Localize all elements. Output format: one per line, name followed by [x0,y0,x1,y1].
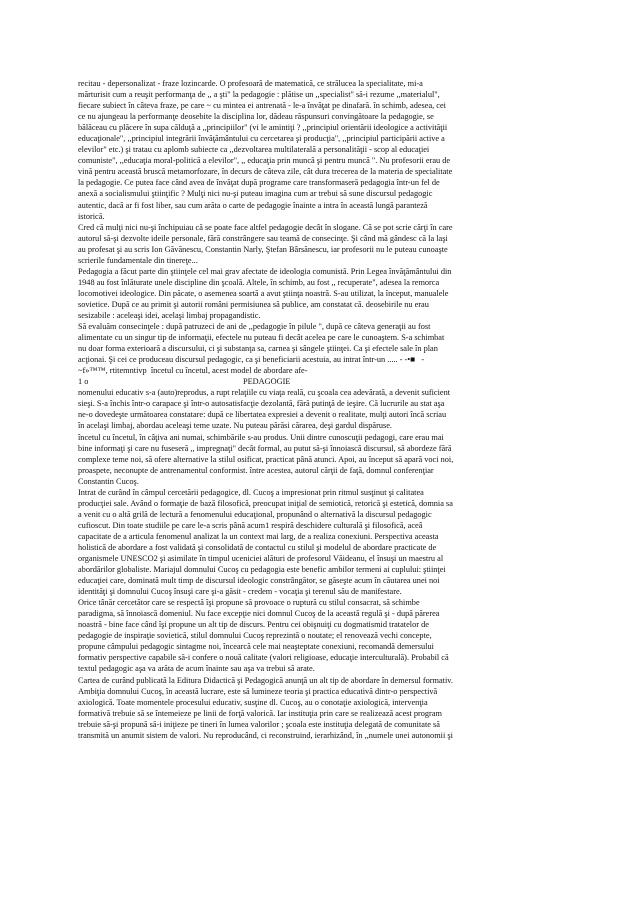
text-line: educaţionale", ,,principiul integrării învăţământului cu cercetarea şi producţia", ,,principiul participării active a [78,134,445,144]
text-line: vină pentru această bruscă metamorfozare, în decurs de câteva zile, cât dura trecerea de la materia de specialitate [78,167,453,177]
text-line: trebuie să-şi propună să-i iniţieze pe tineri în lumea valorilor ; şcoala este instituţia delegată de comunitate să [78,719,440,729]
text-line: elevilor" etc.) şi tratau cu aplomb subiecte ca ,,dezvoltarea multilaterală a personalităţii - scop al educaţiei [78,145,430,155]
text-line: comuniste", ,,educaţia moral-politică a elevilor", ,, educaţia prin muncă şi pentru muncă ". Nu profesorii erau de [78,156,451,166]
text-line: la pedagogie. Ce putea face când avea de învăţat după programe care transformaseră pedagogia într-un fel de [78,178,440,188]
text-line: axiologică. Toate momentele procesului educativ, susţine dl. Cucoş, au o conotaţie axiologică, intervenţia [78,697,428,707]
text-line: anexă a socialismului ştiinţific ? Mulţi nici nu-şi puteau imagina cum ar trebui să sune discursul pedagogic [78,189,433,199]
text-line: cufioscut. Din toate studiile pe care le-a scris până acum1 respiră deschidere culturală şi filosofică, aceâ [78,520,423,530]
text-line: autorul să-şi dezvolte ideile personale, fără constrângere sau teamă de consecinţe. Şi când mă gândesc că la laşi [78,233,448,243]
text-line: Pedagogia a făcut parte din ştiinţele cel mai grav afectate de ideologia comunistă. Prin Legea învăţământului din [78,266,452,276]
text-line: Intrat de curând în câmpul cercetării pedagogice, dl. Cucoş a impresionat prin ritmul susţinut şi calitatea [78,487,424,497]
text-line: transmită un anumit sistem de valori. Nu reproducând, ci reconstruind, ierarhizând, în ,,numele unei autonomii şi [78,730,453,740]
text-line: capacitate de a articula fenomenul analizat la un context mai larg, de a realiza conexiuni. Perspectiva aceasta [78,531,439,541]
text-line: au profesat şi au scris Ion Găvănescu, Constantin Narly, Ştefan Bârsănescu, iar profesorii nu le puteau cunoaşte [78,244,448,254]
text-line: sesizabile : aceleaşi idei, acelaşi limbaj propagandistic. [78,310,261,320]
text-line: Să evaluăm consecinţele : după patruzeci de ani de ,,pedagogie în pilule ", după ce câteva generaţii au fost [78,322,431,332]
text-line: pedagogie de inspiraţie sovietică, stilul domnului Cucoş reprezintă o noutate; el renovează vechi concepte, [78,631,432,641]
text-line: formativă trebuie să se întemeieze pe linii de forţă valorică. Iar instituţia prin care se realizează acest program [78,708,442,718]
text-line: identităţi şi domnului Cucoş însuşi care şi-a găsit - credem - vocaţia şi terenul său de manifestare. [78,587,402,597]
text-line: scrierile fundamentale din tinereţe... [78,255,198,265]
text-line: bine informaţi şi care nu fuseseră ,, impregnaţi" decât formal, au putut să-şi înnoiască discursul, să abordeze fără [78,443,452,453]
text-line: Cred că mulţi nici nu-şi închipuiau că se poate face altfel pedagogie decât în slogane. Că se pot scrie cărţi în care [78,222,453,232]
text-line: organismele UNESCO2 şi asimilate în timpul uceniciei alături de profesorul Văideanu, el însuşi un maestru al [78,554,444,564]
text-line: Cartea de curând publicată la Editura Didactică şi Pedagogică anunţă un alt tip de abordare în demersul formativ. [78,675,453,685]
text-block-bottom [78,387,570,741]
text-line: sovietice. După ce au primit şi autorii români permisiunea să publice, am constatat că. deosebirile nu erau [78,299,429,309]
text-line: 1948 au fost înlăturate unele discipline din şcoală. Altele, în schimb, au fost ,, recuperate", adesea la remorca [78,277,440,287]
text-line: mărturisit cum a reuşit performanţa de ,, a şti" la pedagogie : plătise un ,,specialist" să-i rezume ,,materialul", [78,90,440,100]
document-page [78,78,570,741]
text-line: încetul cu încetul, în câţiva ani numai, schimbările s-au produs. Unii dintre cunoscuţii pedagogi, care erau mai [78,432,444,442]
text-line: alimentate cu un singur tip de informaţii, efectele nu puteau fi decât acelea pe care le cunoaştem. S-a schimbat [78,333,445,343]
text-line: educaţiei care, dominată mult timp de discursul ideologic constrângător, se găseşte acum în căutarea unei noi [78,576,440,586]
text-line: acţionai. Şi cei ce produceau discursul pedagogic, ca şi beneficiarii acestuia, au intrat într-un ..... - -•■ - [78,355,425,365]
text-line: ce nu ajungeau la performanţe deosebite la disciplina lor, dădeau răspunsuri convingătoare la pedagogie, se [78,112,434,122]
page-number: 1 o [78,377,89,387]
text-line: istorică. [78,211,105,221]
text-block-top [78,78,570,376]
text-line: în acelaşi limbaj, abordau aceleaşi teme uzate. Nu puteau părăsi cărarea, deşi gardul dispăruse. [78,421,392,431]
text-line: textul pedagogic aşa va arăta de acum înainte sau aşa va trebui să arate. [78,664,315,674]
text-line: nomenului educativ s-a (auto)reprodus, a rupt relaţiile cu viaţa reală, cu şcoala cea adevărată, a devenit suficient [78,388,451,398]
text-line: abordărilor globaliste. Mariajul domnului Cucoş cu pedagogia este benefic ambilor termeni ai cuplului: ştiinţei [78,565,446,575]
text-line: fiecare subiect în câteva fraze, pe care ~ cu mintea ei antrenată - le-a învăţat pe dinafară. în schimb, adesea, cei [78,101,446,111]
text-line: producţiei sale. Având o formaţie de bază filosofică, preocupat iniţial de semiotică, retorică şi estetică, domnia sa [78,498,453,508]
text-line: ne-o dovedeşte următoarea constatare: după ce libertatea expresiei a devenit o realitate, mulţi autori încă scriau [78,410,447,420]
text-line: formativ perspective capabile să-i confere o nouă calitate (valori religioase, educaţie interculturală). Probabil că [78,653,449,663]
text-line: Ambiţia domnului Cucoş, în această lucrare, este să lumineze teoria şi practica educativă dintr-o perspectivă [78,686,438,696]
text-line: complexe teme noi, să ofere alternative la stilul osificat, practicat până atunci. Apoi, au început să apară voci noi, [78,454,454,464]
text-line: a venit cu o altă grilă de lectură a fenomenului educaţional, propunând o alternativă la discursul pedagogic [78,509,432,519]
text-line: proaspete, neconupte de antrenamentul conformist. între acestea, autorul cărţii de faţă, domnul conferenţiar [78,465,434,475]
text-line: bălăceau cu plăcere în supa călduţă a ,,principiilor" (vi le amintiţi ? ,,principiul orientării ideologice a activităţii [78,123,448,133]
text-line: Constantin Cucoş. [78,476,139,486]
text-line: recitau - depersonalizat - fraze lozincarde. O profesoară de matematică, ce strălucea la specialitate, mi-a [78,79,423,88]
text-line: noastră - bine face când îşi propune un alt tip de discurs. Pentru cei obişnuiţi cu dogmatismid tratatelor de [78,620,429,630]
text-line: sieşi. S-a închis într-o carapace şi într-o autosatisfacţie dezolantă, fără putinţă de ieşire. Că lucrurile au stat aşa [78,399,445,409]
text-line: propune câmpului pedagogic sintagme noi, încearcă cele mai neaşteptate conexiuni, recomandă demersului [78,642,434,652]
text-line: holistică de abordare a fost validată şi consolidată de contactul cu stilul şi modelul de abordare practicate de [78,542,437,552]
text-line: autentic, dacă ar fi fost liber, sau cum arăta o carte de pedagogie înainte a intra în această lungă paranteză [78,200,428,210]
running-head: PEDAGOGIE [243,377,291,387]
text-line: nu doar forma exterioară a discursului, ci şi substanţa sa, carnea şi sângele ştiinţei. Ca şi efectele sale în plan [78,344,438,354]
page-header [78,376,570,387]
text-line: Orice tânăr cercetător care se respectă îşi propune să provoace o ruptură cu stilul consacrat, să schimbe [78,598,420,608]
text-line: paradigma, să înnoiască domeniul. Nu face excepţie nici domnul Cucoş de la această regulă şi - după părerea [78,609,440,619]
text-line: ~f»™™, rtitemntivp încetul cu încetul, acest model de abordare afe- [78,366,308,376]
text-line: locomotivei ideologice. Din păcate, o asemenea soartă a avut ştiinţa noastră. S-au utilizat, la început, manualele [78,288,449,298]
